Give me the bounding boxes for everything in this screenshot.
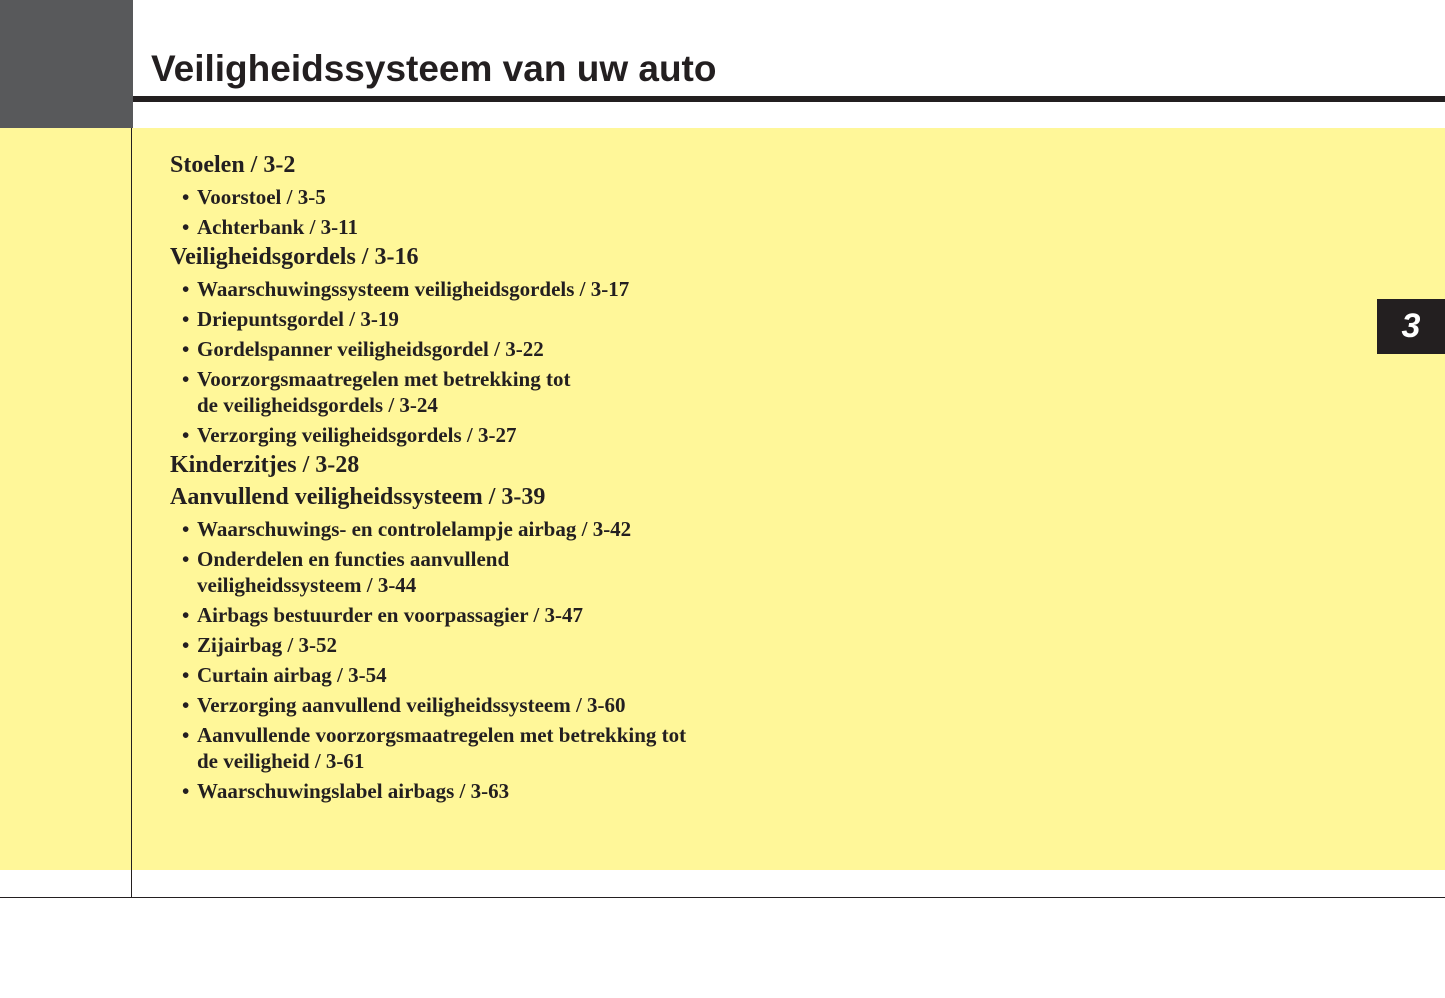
toc-item-text: Verzorging veiligheidsgordels / 3-27 xyxy=(197,423,517,447)
bullet-icon: • xyxy=(182,423,190,447)
bullet-icon: • xyxy=(182,633,190,657)
toc-section-heading[interactable]: Stoelen / 3-2 xyxy=(170,152,296,178)
toc-item-text: Gordelspanner veiligheidsgordel / 3-22 xyxy=(197,337,544,361)
bullet-icon: • xyxy=(182,693,190,717)
toc-section-heading[interactable]: Aanvullend veiligheidssysteem / 3-39 xyxy=(170,484,546,510)
toc-item-text: Voorstoel / 3-5 xyxy=(197,185,326,209)
toc-item-text: de veiligheid / 3-61 xyxy=(197,749,365,773)
bullet-icon: • xyxy=(182,277,190,301)
corner-block xyxy=(0,0,133,128)
toc-item[interactable] xyxy=(170,778,686,804)
toc-item[interactable] xyxy=(170,306,686,332)
toc-item[interactable] xyxy=(170,632,686,658)
margin-rule xyxy=(131,128,132,898)
toc-item-text: Voorzorgsmaatregelen met betrekking tot xyxy=(197,367,571,391)
toc-item[interactable] xyxy=(170,276,686,302)
toc-item-text: Zijairbag / 3-52 xyxy=(197,633,337,657)
bullet-icon: • xyxy=(182,367,190,391)
bullet-icon: • xyxy=(182,337,190,361)
toc-item-text: Onderdelen en functies aanvullend xyxy=(197,547,510,571)
toc-item[interactable] xyxy=(170,366,686,418)
toc-section-heading[interactable]: Kinderzitjes / 3-28 xyxy=(170,452,360,478)
toc-item-text: Driepuntsgordel / 3-19 xyxy=(197,307,399,331)
toc-item[interactable] xyxy=(170,662,686,688)
toc-item[interactable] xyxy=(170,516,686,542)
toc-item-text: Aanvullende voorzorgsmaatregelen met betrekking tot xyxy=(197,723,687,747)
toc-item[interactable] xyxy=(170,692,686,718)
bullet-icon: • xyxy=(182,779,190,803)
bullet-icon: • xyxy=(182,517,190,541)
toc-item[interactable] xyxy=(170,546,686,598)
table-of-contents xyxy=(170,148,686,804)
toc-item-text: Waarschuwingssysteem veiligheidsgordels / 3-17 xyxy=(197,277,630,301)
toc-item[interactable] xyxy=(170,602,686,628)
toc-item-text: veiligheidssysteem / 3-44 xyxy=(197,573,417,597)
bullet-icon: • xyxy=(182,215,190,239)
toc-item[interactable] xyxy=(170,184,686,210)
page-title: Veiligheidssysteem van uw auto xyxy=(151,48,717,89)
toc-item-text: Verzorging aanvullend veiligheidssysteem / 3-60 xyxy=(197,693,626,717)
toc-item-text: Waarschuwingslabel airbags / 3-63 xyxy=(197,779,510,803)
toc-item[interactable] xyxy=(170,422,686,448)
toc-item[interactable] xyxy=(170,214,686,240)
toc-item-text: Curtain airbag / 3-54 xyxy=(197,663,387,687)
toc-item[interactable] xyxy=(170,336,686,362)
toc-item[interactable] xyxy=(170,722,686,774)
bullet-icon: • xyxy=(182,185,190,209)
title-rule xyxy=(133,96,1445,102)
bullet-icon: • xyxy=(182,547,190,571)
toc-item-text: Achterbank / 3-11 xyxy=(197,215,359,239)
bullet-icon: • xyxy=(182,663,190,687)
bullet-icon: • xyxy=(182,307,190,331)
toc-item-text: de veiligheidsgordels / 3-24 xyxy=(197,393,438,417)
toc-item-text: Airbags bestuurder en voorpassagier / 3-47 xyxy=(197,603,583,627)
bullet-icon: • xyxy=(182,603,190,627)
bottom-rule xyxy=(0,897,1445,898)
toc-item-text: Waarschuwings- en controlelampje airbag / 3-42 xyxy=(197,517,632,541)
bullet-icon: • xyxy=(182,723,190,747)
chapter-tab[interactable]: 3 xyxy=(1377,299,1445,354)
toc-section-heading[interactable]: Veiligheidsgordels / 3-16 xyxy=(170,244,419,270)
